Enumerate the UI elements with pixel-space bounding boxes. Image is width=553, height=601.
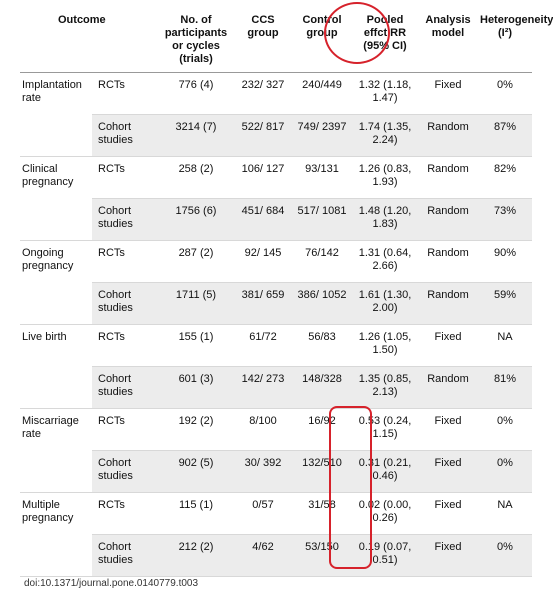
control-cell: 749/ 2397	[292, 115, 352, 157]
rr-cell: 1.35 (0.85, 2.13)	[352, 367, 418, 409]
ccs-cell: 0/57	[234, 493, 292, 535]
outcome-cell: Ongoing pregnancy	[22, 247, 74, 272]
ccs-cell: 451/ 684	[234, 199, 292, 241]
table-row	[20, 409, 532, 451]
header-row	[20, 0, 532, 73]
heterogeneity-cell: NA	[478, 493, 532, 535]
model-cell: Fixed	[418, 73, 478, 115]
col-header-heterogeneity: Heterogeneity (I²)	[478, 0, 532, 73]
doi-caption: doi:10.1371/journal.pone.0140779.t003	[24, 578, 199, 589]
control-cell: 386/ 1052	[292, 283, 352, 325]
control-cell: 76/142	[292, 241, 352, 283]
control-cell: 53/150	[292, 535, 352, 577]
outcome-cell: Implantation rate	[22, 79, 82, 104]
heterogeneity-cell: 0%	[478, 73, 532, 115]
participants-cell: 1711 (5)	[158, 283, 234, 325]
rr-cell: 0.31 (0.21, 0.46)	[352, 451, 418, 493]
model-cell: Random	[418, 199, 478, 241]
outcome-cell: Clinical pregnancy	[22, 163, 74, 188]
outcome-cell	[20, 283, 92, 325]
outcome-cell	[20, 115, 92, 157]
control-cell: 517/ 1081	[292, 199, 352, 241]
results-table	[20, 0, 553, 577]
design-cell: RCTs	[92, 409, 158, 451]
model-cell: Random	[418, 157, 478, 199]
ccs-cell: 8/100	[234, 409, 292, 451]
model-cell: Fixed	[418, 325, 478, 367]
design-cell: Cohort studies	[92, 283, 158, 325]
outcome-cell: Miscarriage rate	[22, 415, 79, 440]
control-cell: 56/83	[292, 325, 352, 367]
participants-cell: 776 (4)	[158, 73, 234, 115]
rr-cell: 1.26 (0.83, 1.93)	[352, 157, 418, 199]
design-cell: RCTs	[92, 493, 158, 535]
table-row	[20, 451, 532, 493]
participants-cell: 902 (5)	[158, 451, 234, 493]
participants-cell: 601 (3)	[158, 367, 234, 409]
table-row	[20, 283, 532, 325]
rr-values-highlight-box	[329, 406, 372, 569]
outcome-cell: Multiple pregnancy	[22, 499, 74, 524]
table-row	[20, 115, 532, 157]
control-cell: 240/449	[292, 73, 352, 115]
control-cell: 148/328	[292, 367, 352, 409]
model-cell: Fixed	[418, 409, 478, 451]
participants-cell: 115 (1)	[158, 493, 234, 535]
outcome-cell	[20, 367, 92, 409]
table-row	[20, 241, 532, 283]
heterogeneity-cell: 90%	[478, 241, 532, 283]
design-cell: Cohort studies	[92, 451, 158, 493]
rr-cell: 1.48 (1.20, 1.83)	[352, 199, 418, 241]
rr-cell: 0.02 (0.00, 0.26)	[352, 493, 418, 535]
ccs-cell: 522/ 817	[234, 115, 292, 157]
control-cell: 16/92	[292, 409, 352, 451]
design-cell: RCTs	[92, 157, 158, 199]
heterogeneity-cell: NA	[478, 325, 532, 367]
table-row	[20, 325, 532, 367]
table-row	[20, 73, 532, 115]
control-cell: 93/131	[292, 157, 352, 199]
design-cell: Cohort studies	[92, 535, 158, 577]
heterogeneity-cell: 0%	[478, 409, 532, 451]
table-row	[20, 157, 532, 199]
heterogeneity-cell: 87%	[478, 115, 532, 157]
control-cell: 132/510	[292, 451, 352, 493]
participants-cell: 1756 (6)	[158, 199, 234, 241]
heterogeneity-cell: 0%	[478, 535, 532, 577]
outcome-cell	[20, 535, 92, 577]
heterogeneity-cell: 0%	[478, 451, 532, 493]
ccs-cell: 30/ 392	[234, 451, 292, 493]
table-row	[20, 199, 532, 241]
ccs-cell: 381/ 659	[234, 283, 292, 325]
model-cell: Random	[418, 115, 478, 157]
ccs-cell: 4/62	[234, 535, 292, 577]
design-cell: Cohort studies	[92, 115, 158, 157]
table-row	[20, 367, 532, 409]
heterogeneity-cell: 73%	[478, 199, 532, 241]
table-row	[20, 535, 532, 577]
col-header-outcome: Outcome	[20, 0, 158, 73]
outcome-cell	[20, 199, 92, 241]
rr-cell: 0.53 (0.24, 1.15)	[352, 409, 418, 451]
participants-cell: 3214 (7)	[158, 115, 234, 157]
col-header-rr: Pooled effct RR (95% CI)	[352, 0, 418, 73]
heterogeneity-cell: 81%	[478, 367, 532, 409]
rr-cell: 1.74 (1.35, 2.24)	[352, 115, 418, 157]
col-header-participants: No. of participants or cycles (trials)	[158, 0, 234, 73]
participants-cell: 192 (2)	[158, 409, 234, 451]
rr-cell: 1.31 (0.64, 2.66)	[352, 241, 418, 283]
ccs-cell: 61/72	[234, 325, 292, 367]
participants-cell: 258 (2)	[158, 157, 234, 199]
participants-cell: 212 (2)	[158, 535, 234, 577]
ccs-cell: 232/ 327	[234, 73, 292, 115]
participants-cell: 287 (2)	[158, 241, 234, 283]
model-cell: Fixed	[418, 493, 478, 535]
model-cell: Fixed	[418, 535, 478, 577]
design-cell: RCTs	[92, 241, 158, 283]
rr-cell: 1.61 (1.30, 2.00)	[352, 283, 418, 325]
design-cell: Cohort studies	[92, 199, 158, 241]
rr-header-highlight-oval	[324, 2, 390, 64]
col-header-model: Analysis model	[418, 0, 478, 73]
model-cell: Fixed	[418, 451, 478, 493]
ccs-cell: 106/ 127	[234, 157, 292, 199]
rr-cell: 1.32 (1.18, 1.47)	[352, 73, 418, 115]
participants-cell: 155 (1)	[158, 325, 234, 367]
table-body	[20, 73, 532, 577]
outcome-cell: Live birth	[22, 331, 67, 343]
heterogeneity-cell: 82%	[478, 157, 532, 199]
heterogeneity-cell: 59%	[478, 283, 532, 325]
design-cell: RCTs	[92, 325, 158, 367]
model-cell: Random	[418, 367, 478, 409]
table-row	[20, 493, 532, 535]
design-cell: Cohort studies	[92, 367, 158, 409]
model-cell: Random	[418, 283, 478, 325]
outcome-cell	[20, 451, 92, 493]
design-cell: RCTs	[92, 73, 158, 115]
col-header-ccs: CCS group	[234, 0, 292, 73]
control-cell: 31/58	[292, 493, 352, 535]
ccs-cell: 142/ 273	[234, 367, 292, 409]
rr-cell: 1.26 (1.05, 1.50)	[352, 325, 418, 367]
rr-cell: 0.19 (0.07, 0.51)	[352, 535, 418, 577]
ccs-cell: 92/ 145	[234, 241, 292, 283]
col-header-control: Control group	[292, 0, 352, 73]
model-cell: Random	[418, 241, 478, 283]
